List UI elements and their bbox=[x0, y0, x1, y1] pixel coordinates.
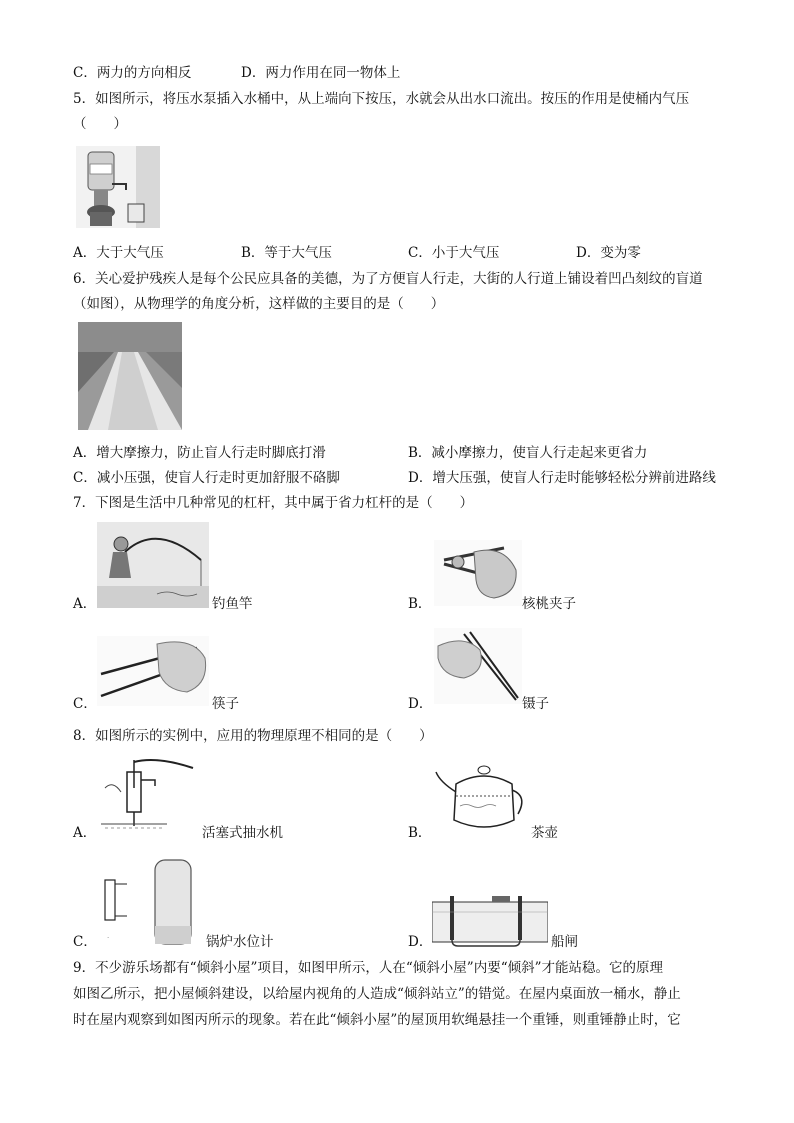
water-pump-photo bbox=[76, 146, 160, 228]
q6-option-a: A．增大摩擦力，防止盲人行走时脚底打滑 bbox=[73, 445, 326, 461]
q8-option-b-letter: B． bbox=[408, 825, 432, 841]
q5-stem-paren: （ ） bbox=[73, 116, 127, 132]
q6-option-c: C．减小压强，使盲人行走时更加舒服不硌脚 bbox=[73, 470, 340, 486]
q8-option-d-caption: 船闸 bbox=[551, 934, 578, 950]
q7-option-c-letter: C． bbox=[73, 696, 97, 712]
nutcracker-image bbox=[434, 540, 522, 606]
q7-stem: 7．下图是生活中几种常见的杠杆，其中属于省力杠杆的是（ ） bbox=[73, 495, 474, 511]
q5-option-a: A．大于大气压 bbox=[73, 245, 164, 261]
teapot-image bbox=[432, 762, 530, 836]
q9-line-2: 如图乙所示，把小屋倾斜建设，以给屋内视角的人造成“倾斜站立”的错觉。在屋内桌面放一桶水，静止 bbox=[73, 986, 681, 1002]
q8-option-a-caption: 活塞式抽水机 bbox=[202, 825, 283, 841]
q8-option-a-letter: A． bbox=[73, 825, 97, 841]
q7-option-a-caption: 钓鱼竿 bbox=[212, 596, 253, 612]
q8-option-b-caption: 茶壶 bbox=[531, 825, 558, 841]
ship-lock-image bbox=[432, 888, 548, 948]
q9-line-3: 时在屋内观察到如图丙所示的现象。若在此“倾斜小屋”的屋顶用软绳悬挂一个重锤，则重锤静止时，它 bbox=[73, 1012, 681, 1028]
chopsticks-image bbox=[97, 636, 209, 706]
q9-line-1: 9．不少游乐场都有“倾斜小屋”项目，如图甲所示，人在“倾斜小屋”内要“倾斜”才能站稳。它的原理 bbox=[73, 960, 663, 976]
q7-option-b-caption: 核桃夹子 bbox=[522, 596, 576, 612]
q8-stem: 8．如图所示的实例中，应用的物理原理不相同的是（ ） bbox=[73, 728, 433, 744]
q8-option-c-caption: 锅炉水位计 bbox=[206, 934, 274, 950]
q7-option-a-letter: A． bbox=[73, 596, 97, 612]
q4-option-c: C．两力的方向相反 bbox=[73, 65, 192, 81]
q8-option-d-letter: D． bbox=[408, 934, 433, 950]
q5-option-c: C．小于大气压 bbox=[408, 245, 500, 261]
piston-pump-image bbox=[97, 758, 197, 832]
q7-option-b-letter: B． bbox=[408, 596, 432, 612]
fishing-rod-image bbox=[97, 522, 209, 608]
boiler-gauge-image bbox=[97, 856, 197, 948]
q6-stem-2: （如图），从物理学的角度分析，这样做的主要目的是（ ） bbox=[73, 296, 445, 312]
q8-option-c-letter: C． bbox=[73, 934, 97, 950]
q4-option-d: D．两力作用在同一物体上 bbox=[241, 65, 401, 81]
q7-option-d-caption: 镊子 bbox=[522, 696, 549, 712]
q5-option-b: B．等于大气压 bbox=[241, 245, 332, 261]
q7-option-c-caption: 筷子 bbox=[212, 696, 239, 712]
q5-option-d: D．变为零 bbox=[576, 245, 641, 261]
tactile-paving-photo bbox=[78, 322, 182, 430]
q6-stem: 6．关心爱护残疾人是每个公民应具备的美德，为了方便盲人行走，大街的人行道上铺设着凹凸刻纹的盲道 bbox=[73, 271, 703, 287]
q6-option-b: B．减小摩擦力，使盲人行走起来更省力 bbox=[408, 445, 648, 461]
q5-stem: 5．如图所示，将压水泵插入水桶中，从上端向下按压，水就会从出水口流出。按压的作用是使桶内气压 bbox=[73, 91, 690, 107]
svg-text:.: . bbox=[107, 932, 110, 940]
q7-option-d-letter: D． bbox=[408, 696, 433, 712]
tweezers-image bbox=[434, 628, 522, 704]
q6-option-d: D．增大压强，使盲人行走时能够轻松分辨前进路线 bbox=[408, 470, 716, 486]
